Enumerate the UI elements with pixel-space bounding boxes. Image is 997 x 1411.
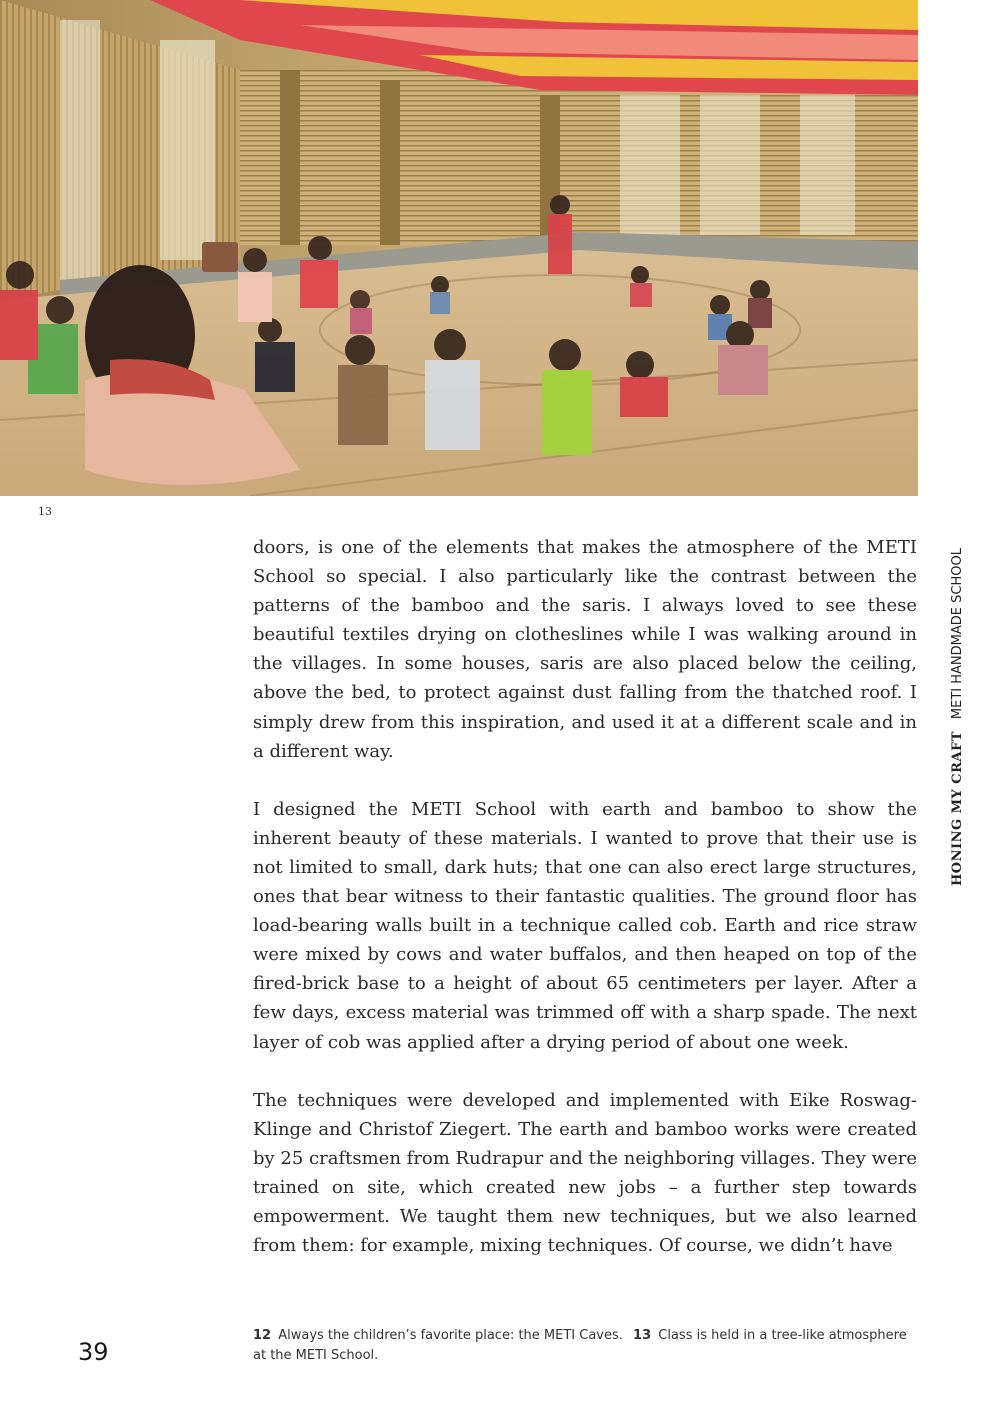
caption-text: Class is held in a tree-like atmosphere at the METI School. [253, 1328, 907, 1363]
running-head-section: HONING MY CRAFT [950, 731, 965, 886]
running-head-chapter: METI HANDMADE SCHOOL [950, 548, 965, 720]
classroom-photo-illustration [0, 0, 918, 496]
body-paragraph: doors, is one of the elements that makes the atmosphere of the METI School so special. I also particularly like the contrast between the patterns of the bamboo and the saris. I always loved to see these beautiful textiles drying on clotheslines while I was walking around in the villages. In some houses, saris are also placed below the ceiling, above the bed, to protect against dust falling from the thatched roof. I simply drew from this inspiration, and used it at a different scale and in a different way. [253, 537, 917, 762]
figure-captions [253, 1326, 913, 1366]
classroom-photo [0, 0, 918, 496]
figure-number: 13 [38, 505, 52, 518]
running-head [950, 548, 965, 886]
body-text [253, 533, 917, 1289]
caption-text: Always the children’s favorite place: the METI Caves. [278, 1328, 623, 1343]
body-paragraph: I designed the METI School with earth and bamboo to show the inherent beauty of these materials. I wanted to prove that their use is not limited to small, dark huts; that one can also erect large structures, ones that bear witness to their fantastic qualities. The ground floor has load-bearing walls built in a technique called cob. Earth and rice straw were mixed by cows and water buffalos, and then heaped on top of the fired-brick base to a height of about 65 centimeters per layer. After a few days, excess material was trimmed off with a sharp spade. The next layer of cob was applied after a drying period of about one week. [253, 798, 917, 1053]
page-number: 39 [78, 1338, 109, 1366]
caption-number: 13 [633, 1328, 652, 1343]
body-paragraph: The techniques were developed and implemented with Eike Roswag-Klinge and Christof Ziegert. The earth and bamboo works were created by 25 craftsmen from Rudrapur and the neighboring villages. They were trained on site, which created new jobs – a further step towards empowerment. We taught them new techniques, but we also learned from them: for example, mixing techniques. Of course, we didn’t have [253, 1089, 917, 1257]
caption-number: 12 [253, 1328, 272, 1343]
